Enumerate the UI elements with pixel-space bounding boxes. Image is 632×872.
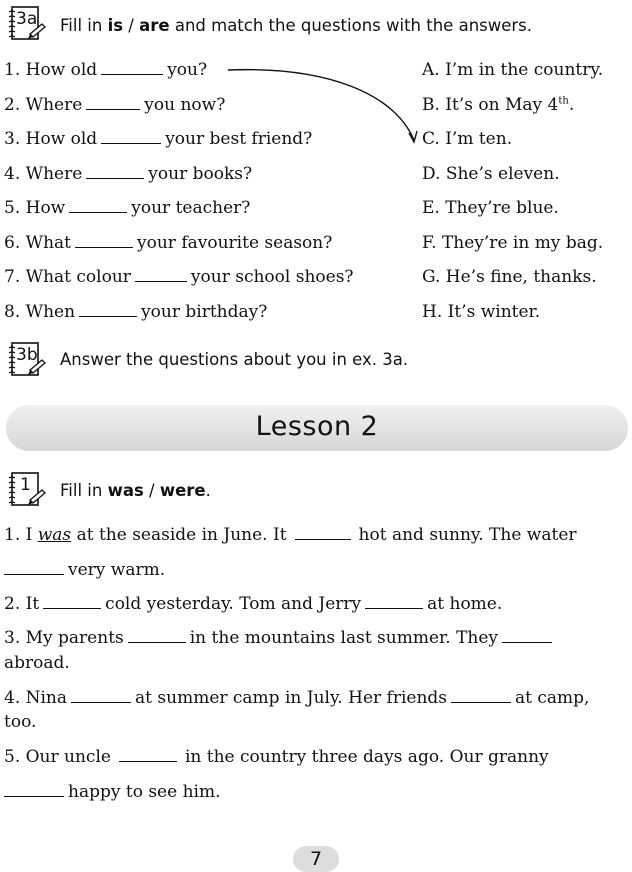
answer-f: F. They’re in my bag. bbox=[422, 233, 604, 253]
question-text: your favourite season? bbox=[137, 233, 333, 253]
question-text: 8. When bbox=[4, 302, 76, 322]
answer-blank[interactable] bbox=[128, 641, 186, 643]
exercise-3a-number: 3a bbox=[16, 9, 38, 29]
exercise-3b-number: 3b bbox=[16, 345, 38, 365]
instruction-text: and match the questions with the answers. bbox=[169, 16, 533, 35]
sentence-text: 4. Nina bbox=[4, 688, 68, 708]
instruction-separator: / bbox=[123, 16, 140, 35]
sentence-4 bbox=[4, 688, 589, 708]
sentence-5 bbox=[4, 747, 549, 767]
question-text: 1. How old bbox=[4, 60, 98, 80]
answer-blank[interactable] bbox=[135, 280, 187, 282]
question-text: 5. How bbox=[4, 198, 66, 218]
sentence-text: happy to see him. bbox=[68, 782, 221, 802]
instruction-text: Fill in bbox=[60, 16, 108, 35]
question-text: your best friend? bbox=[165, 129, 313, 149]
exercise-1-number: 1 bbox=[20, 475, 31, 495]
answer-text: B. It’s on May 4 bbox=[422, 95, 559, 115]
lesson-banner bbox=[6, 405, 628, 451]
sentence-text: at the seaside in June. It bbox=[71, 525, 287, 545]
answer-blank[interactable] bbox=[43, 607, 101, 609]
sentence-4-continued: too. bbox=[4, 712, 37, 732]
page-number: 7 bbox=[293, 846, 339, 872]
answer-blank[interactable] bbox=[451, 701, 511, 703]
sentence-text: 3. My parents bbox=[4, 628, 124, 648]
answer-blank[interactable] bbox=[4, 795, 64, 797]
answer-superscript: th bbox=[558, 95, 569, 107]
sentence-3 bbox=[4, 628, 552, 648]
exercise-3b-instruction: Answer the questions about you in ex. 3a. bbox=[60, 350, 409, 369]
answer-a: A. I’m in the country. bbox=[422, 60, 604, 80]
question-text: you? bbox=[167, 60, 208, 80]
answer-text: . bbox=[568, 95, 575, 115]
question-text: 6. What bbox=[4, 233, 72, 253]
answer-blank[interactable] bbox=[295, 538, 351, 540]
answer-blank[interactable] bbox=[119, 760, 177, 762]
sentence-1-continued bbox=[4, 560, 165, 580]
sentence-text: 5. Our uncle bbox=[4, 747, 111, 767]
answer-e: E. They’re blue. bbox=[422, 198, 559, 218]
question-text: your school shoes? bbox=[190, 267, 354, 287]
example-answer: was bbox=[37, 525, 72, 545]
example-match-arrow bbox=[0, 0, 632, 160]
answer-blank[interactable] bbox=[365, 607, 423, 609]
question-text: your teacher? bbox=[131, 198, 251, 218]
question-text: 7. What colour bbox=[4, 267, 131, 287]
answer-blank[interactable] bbox=[79, 315, 137, 317]
question-text: 2. Where bbox=[4, 95, 83, 115]
question-5 bbox=[4, 198, 250, 218]
sentence-2 bbox=[4, 594, 502, 614]
question-8 bbox=[4, 302, 267, 322]
sentence-1 bbox=[4, 525, 577, 545]
instruction-word-were: were bbox=[159, 481, 206, 500]
sentence-text: very warm. bbox=[68, 560, 166, 580]
sentence-text: in the country three days ago. Our granny bbox=[184, 747, 549, 767]
sentence-text: cold yesterday. Tom and Jerry bbox=[105, 594, 362, 614]
answer-blank[interactable] bbox=[86, 177, 144, 179]
instruction-word-was: was bbox=[107, 481, 144, 500]
instruction-word-is: is bbox=[107, 16, 124, 35]
question-text: 3. How old bbox=[4, 129, 98, 149]
answer-blank[interactable] bbox=[75, 246, 133, 248]
sentence-text: in the mountains last summer. They bbox=[189, 628, 499, 648]
sentence-text: hot and sunny. The water bbox=[358, 525, 577, 545]
instruction-word-are: are bbox=[139, 16, 170, 35]
answer-g: G. He’s fine, thanks. bbox=[422, 267, 597, 287]
question-text: your books? bbox=[148, 164, 253, 184]
sentence-text: 1. I bbox=[4, 525, 38, 545]
sentence-text: at camp, bbox=[515, 688, 590, 708]
question-4 bbox=[4, 164, 252, 184]
sentence-text: at summer camp in July. Her friends bbox=[135, 688, 447, 708]
answer-blank[interactable] bbox=[69, 211, 127, 213]
answer-d: D. She’s eleven. bbox=[422, 164, 560, 184]
question-6 bbox=[4, 233, 332, 253]
question-text: 4. Where bbox=[4, 164, 83, 184]
instruction-separator: / bbox=[143, 481, 160, 500]
instruction-text: . bbox=[205, 481, 211, 500]
question-text: you now? bbox=[144, 95, 226, 115]
sentence-text: 2. It bbox=[4, 594, 40, 614]
exercise-1-instruction bbox=[60, 481, 211, 500]
answer-blank[interactable] bbox=[71, 701, 131, 703]
instruction-text: Fill in bbox=[60, 481, 108, 500]
answer-blank[interactable] bbox=[502, 641, 552, 643]
sentence-text: at home. bbox=[427, 594, 503, 614]
sentence-3-continued: abroad. bbox=[4, 653, 70, 673]
sentence-5-continued bbox=[4, 782, 221, 802]
answer-h: H. It’s winter. bbox=[422, 302, 541, 322]
lesson-title: Lesson 2 bbox=[255, 411, 379, 442]
question-7 bbox=[4, 267, 354, 287]
answer-c: C. I’m ten. bbox=[422, 129, 513, 149]
question-text: your birthday? bbox=[141, 302, 268, 322]
answer-blank[interactable] bbox=[4, 573, 64, 575]
